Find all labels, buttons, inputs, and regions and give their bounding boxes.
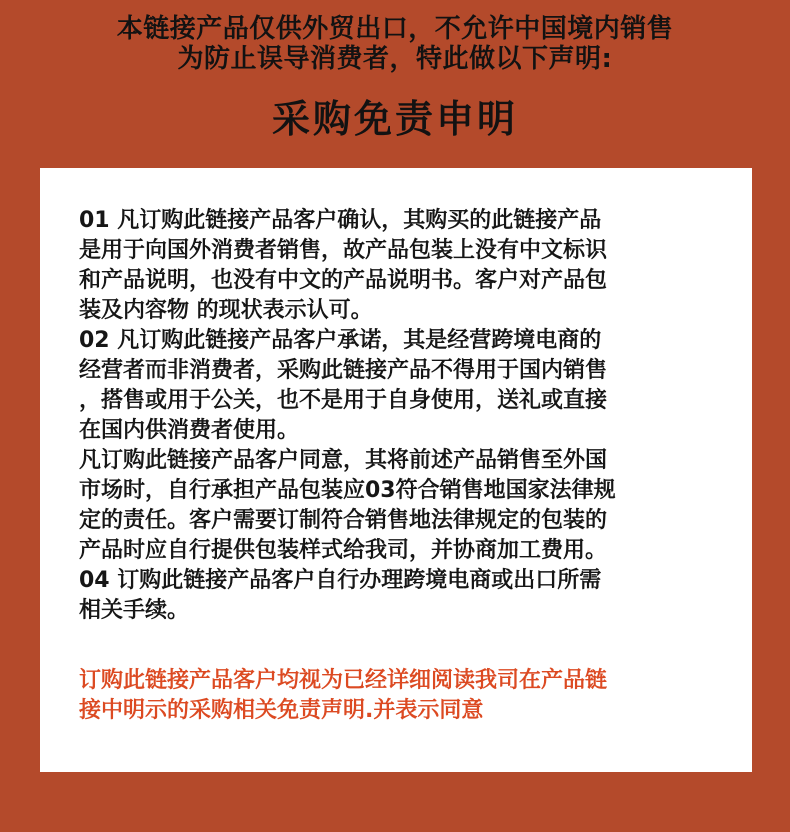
declaration-intro: 为防止误导消费者，特此做以下声明: [177,44,613,74]
disclaimer-panel [40,168,752,772]
clause-02: 02 凡订购此链接产品客户承诺，其是经营跨境电商的 经营者而非消费者，采购此链接产品不得用于国内销售 ，搭售或用于公关，也不是用于自身使用，送礼或直接 在国内供消费者使用。 [79,328,608,443]
page-title: 采购免责申明 [271,97,518,141]
header [0,14,790,142]
agreement-note: 订购此链接产品客户均视为已经详细阅读我司在产品链 接中明示的采购相关免责声明.并表示同意 [79,668,608,723]
export-only-notice: 本链接产品仅供外贸出口，不允许中国境内销售 [116,14,674,44]
clause-01: 01 凡订购此链接产品客户确认，其购买的此链接产品 是用于向国外消费者销售，故产品包装上没有中文标识 和产品说明，也没有中文的产品说明书。客户对产品包 装及内容物 的现状表示认可。 [79,208,608,323]
clause-03: 凡订购此链接产品客户同意，其将前述产品销售至外国 市场时，自行承担产品包装应03符合销售地国家法律规 定的责任。客户需要订制符合销售地法律规定的包装的 产品时应自行提供包装样式给我司，并协商加工费用。 [79,448,616,563]
clause-04: 04 订购此链接产品客户自行办理跨境电商或出口所需 相关手续。 [79,568,602,623]
